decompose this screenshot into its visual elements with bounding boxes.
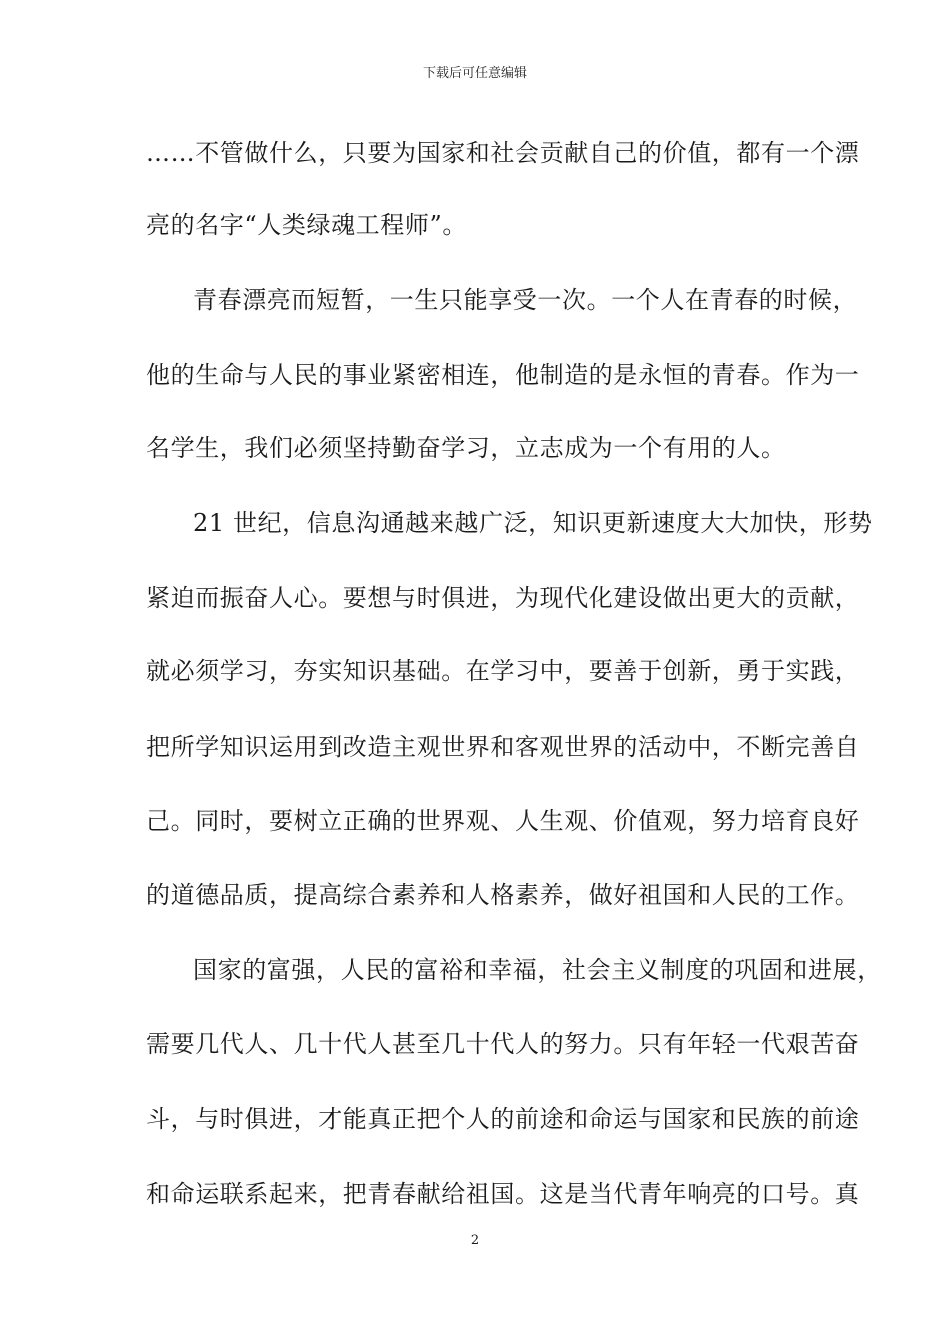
body-text-line: 需要几代人、几十代人甚至几十代人的努力。只有年轻一代艰苦奋 <box>146 1030 860 1058</box>
paragraph-first-line: 21 世纪，信息沟通越来越广泛，知识更新速度大大加快，形势 <box>193 509 873 537</box>
paragraph-first-line: 青春漂亮而短暂，一生只能享受一次。一个人在青春的时候， <box>193 286 858 314</box>
body-text-line: 他的生命与人民的事业紧密相连，他制造的是永恒的青春。作为一 <box>146 361 860 389</box>
body-text-line: 名学生，我们必须坚持勤奋学习，立志成为一个有用的人。 <box>146 434 786 462</box>
paragraph-first-line: 国家的富强，人民的富裕和幸福，社会主义制度的巩固和进展， <box>193 956 882 984</box>
page-header: 下载后可任意编辑 <box>422 66 527 81</box>
body-text-line: 己。同时，要树立正确的世界观、人生观、价值观，努力培育良好 <box>146 807 860 835</box>
body-text-line: 的道德品质，提高综合素养和人格素养，做好祖国和人民的工作。 <box>146 881 860 909</box>
body-text-line: 把所学知识运用到改造主观世界和客观世界的活动中，不断完善自 <box>146 733 860 761</box>
body-text-line: 斗，与时俱进，才能真正把个人的前途和命运与国家和民族的前途 <box>146 1105 860 1133</box>
page-number: 2 <box>470 1233 480 1248</box>
body-text-line: 就必须学习，夯实知识基础。在学习中，要善于创新，勇于实践， <box>146 657 860 685</box>
body-text-line: 亮的名字“人类绿魂工程师”。 <box>146 211 467 239</box>
body-text-line: 和命运联系起来，把青春献给祖国。这是当代青年响亮的口号。真 <box>146 1180 860 1208</box>
body-text-line: ……不管做什么，只要为国家和社会贡献自己的价值，都有一个漂 <box>146 139 860 167</box>
body-text-line: 紧迫而振奋人心。要想与时俱进，为现代化建设做出更大的贡献， <box>146 584 860 612</box>
